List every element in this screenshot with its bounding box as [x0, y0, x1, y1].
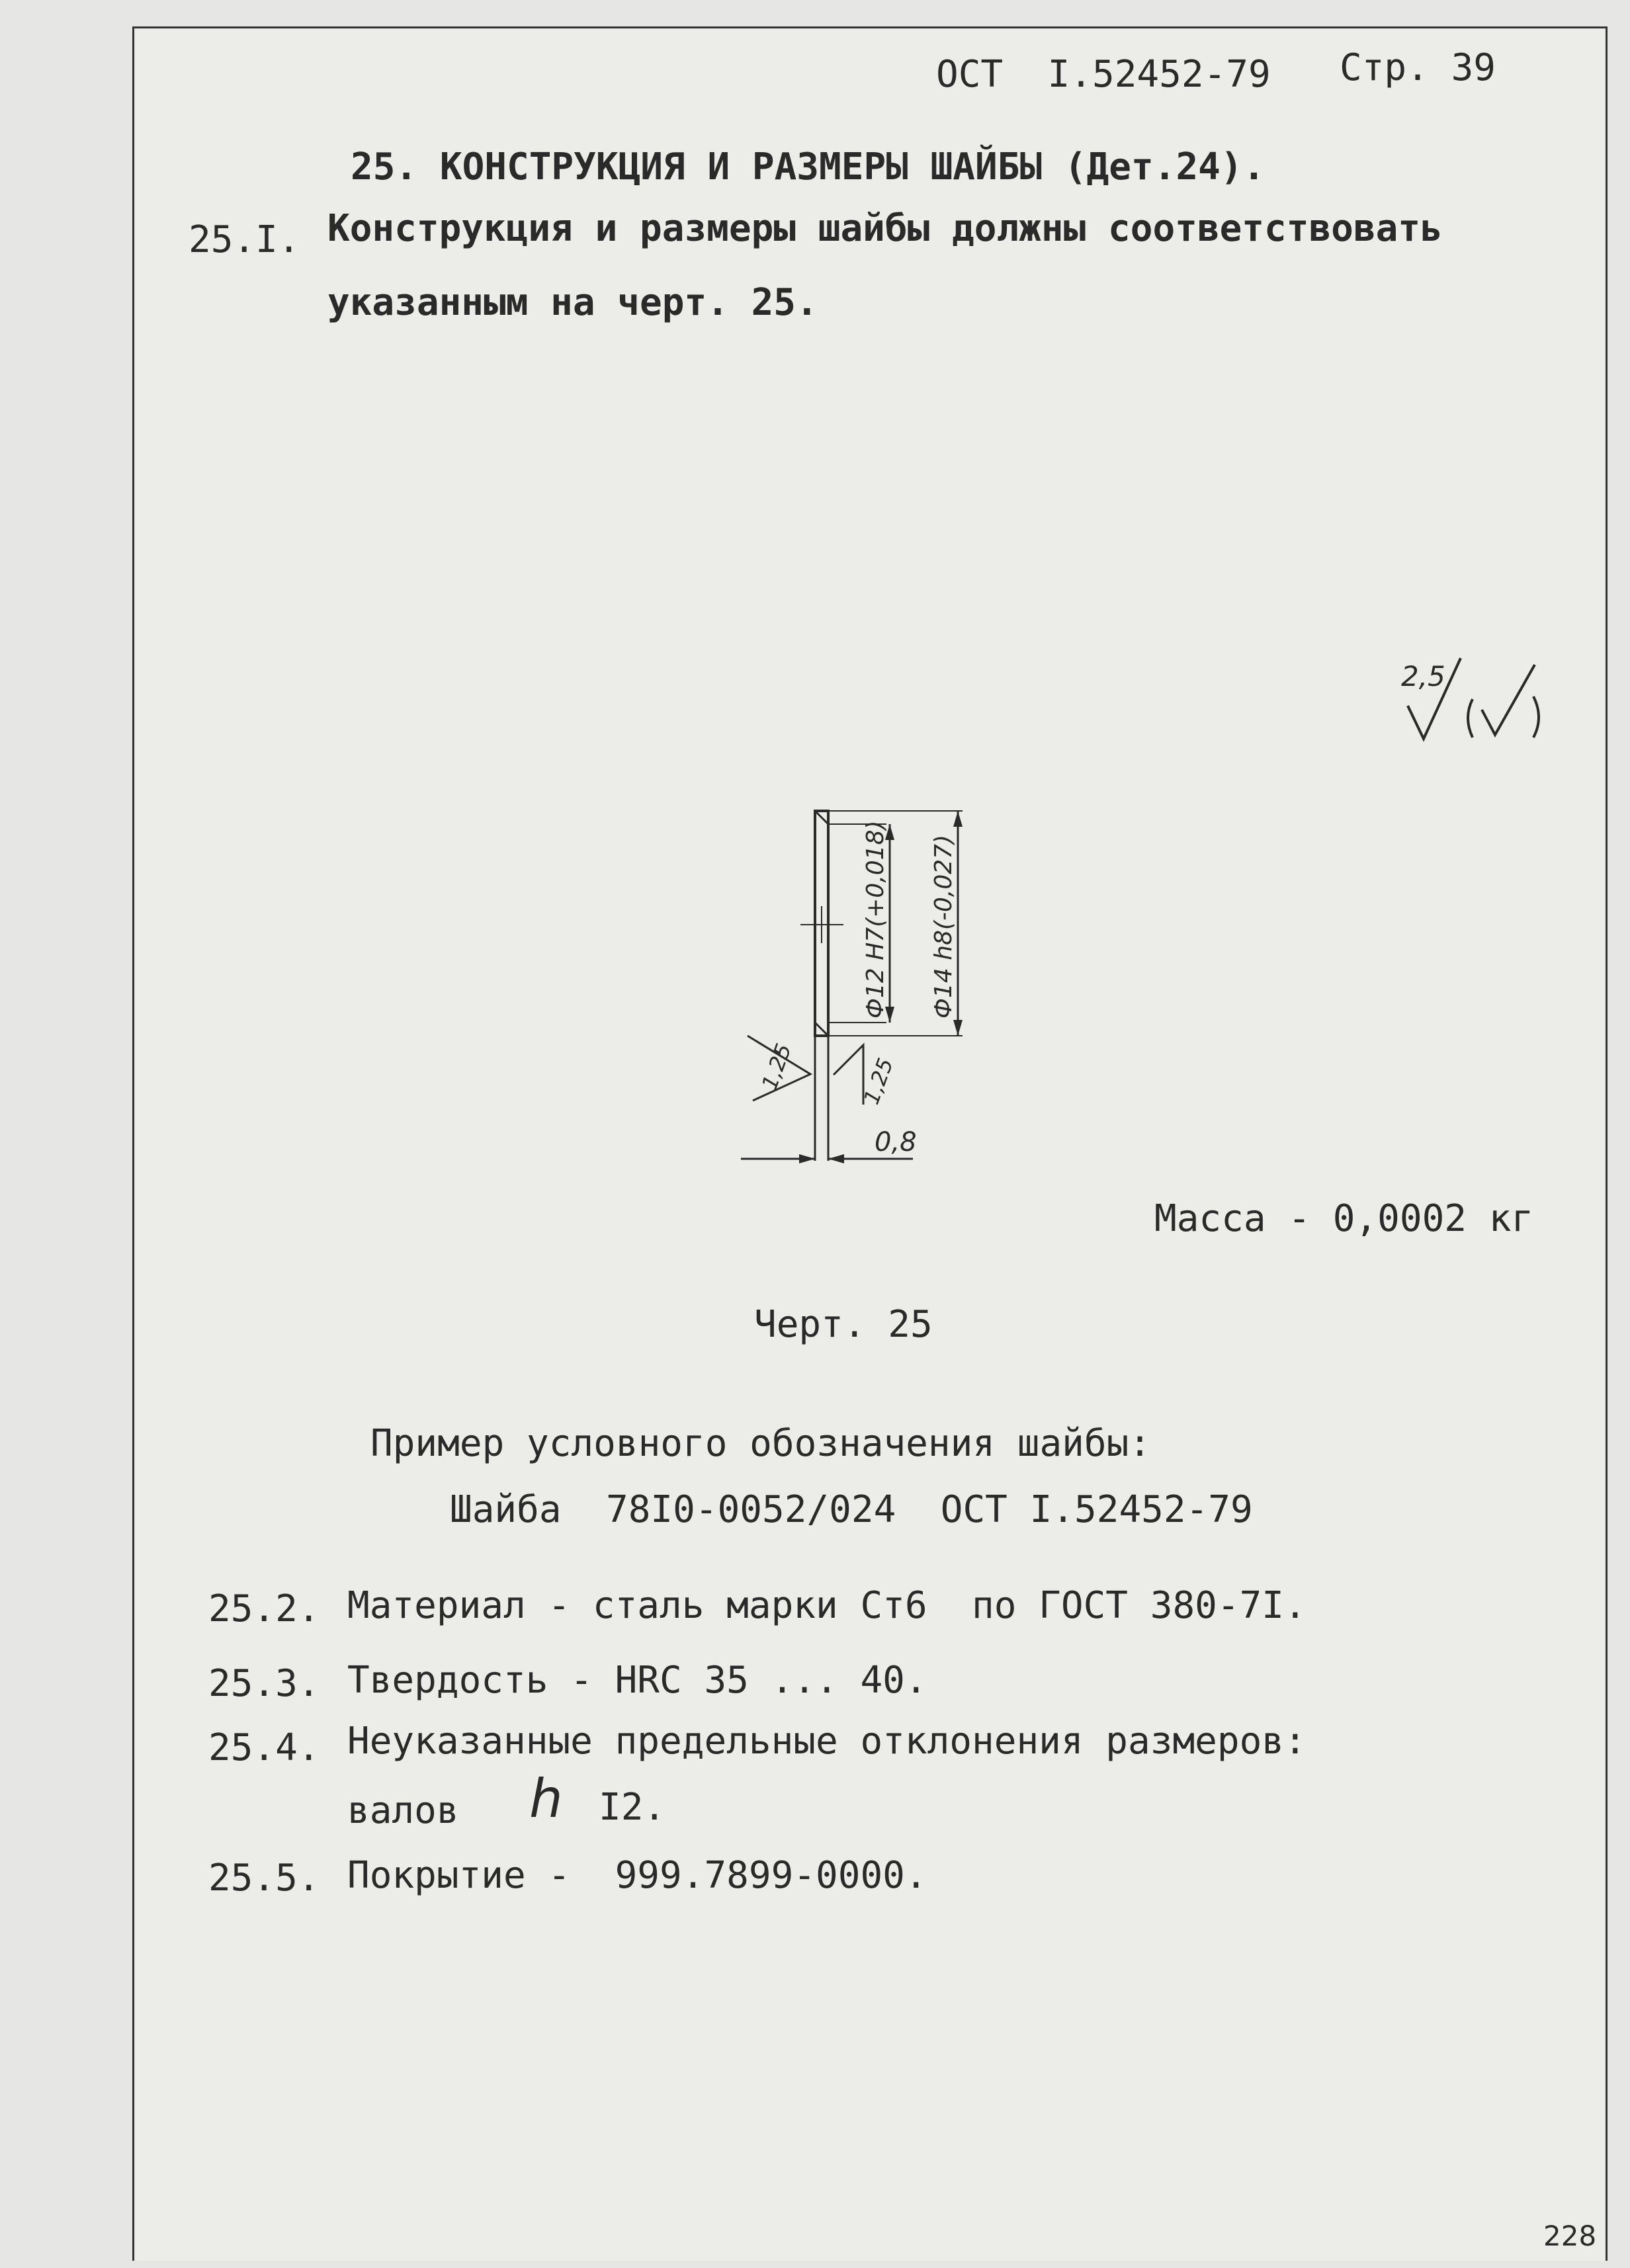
- washer-drawing: [728, 800, 992, 1171]
- inner-diameter-label: Ф12 Н7(+0,018): [862, 820, 889, 1019]
- tolerance-mark: h: [529, 1768, 563, 1829]
- roughness-right-label: 1,25: [858, 1054, 898, 1108]
- item-text-continued: указанным на черт. 25.: [327, 281, 818, 324]
- tolerance-value: I2.: [599, 1786, 666, 1829]
- requirement-text: валов: [347, 1789, 459, 1832]
- requirement-text: Твердость - HRC 35 ... 40.: [347, 1659, 927, 1702]
- roughness-general-value: 2,5: [1401, 660, 1445, 693]
- example-title: Пример условного обозначения шайбы:: [370, 1422, 1152, 1465]
- requirement-number: 25.3.: [208, 1662, 320, 1705]
- example-designation: Шайба 78I0-0052/024 ОСТ I.52452-79: [450, 1488, 1253, 1531]
- drawing-caption: Черт. 25: [754, 1303, 933, 1346]
- item-text: Конструкция и размеры шайбы должны соответствовать: [327, 207, 1443, 250]
- sheet-number: 228: [1543, 2220, 1597, 2252]
- roughness-symbol: [1389, 651, 1548, 751]
- roughness-left-label: 1,25: [756, 1040, 796, 1093]
- requirement-number: 25.4.: [208, 1726, 320, 1769]
- mass-label: Масса - 0,0002 кг: [1154, 1197, 1534, 1240]
- page-number: Стр. 39: [1340, 46, 1496, 89]
- section-title: 25. КОНСТРУКЦИЯ И РАЗМЕРЫ ШАЙБЫ (Дет.24).: [351, 146, 1265, 189]
- thickness-label: 0,8: [875, 1127, 917, 1157]
- requirement-text: Неуказанные предельные отклонения размеров:: [347, 1720, 1307, 1763]
- requirement-text: Покрытие - 999.7899-0000.: [347, 1854, 927, 1897]
- outer-diameter-label: Ф14 h8(-0,027): [930, 834, 957, 1019]
- item-number: 25.I.: [189, 218, 300, 261]
- requirement-text: Материал - сталь марки Ст6 по ГОСТ 380-7I.: [347, 1584, 1307, 1627]
- standard-number: ОСТ I.52452-79: [936, 53, 1271, 96]
- requirement-number: 25.2.: [208, 1587, 320, 1630]
- requirement-number: 25.5.: [208, 1857, 320, 1900]
